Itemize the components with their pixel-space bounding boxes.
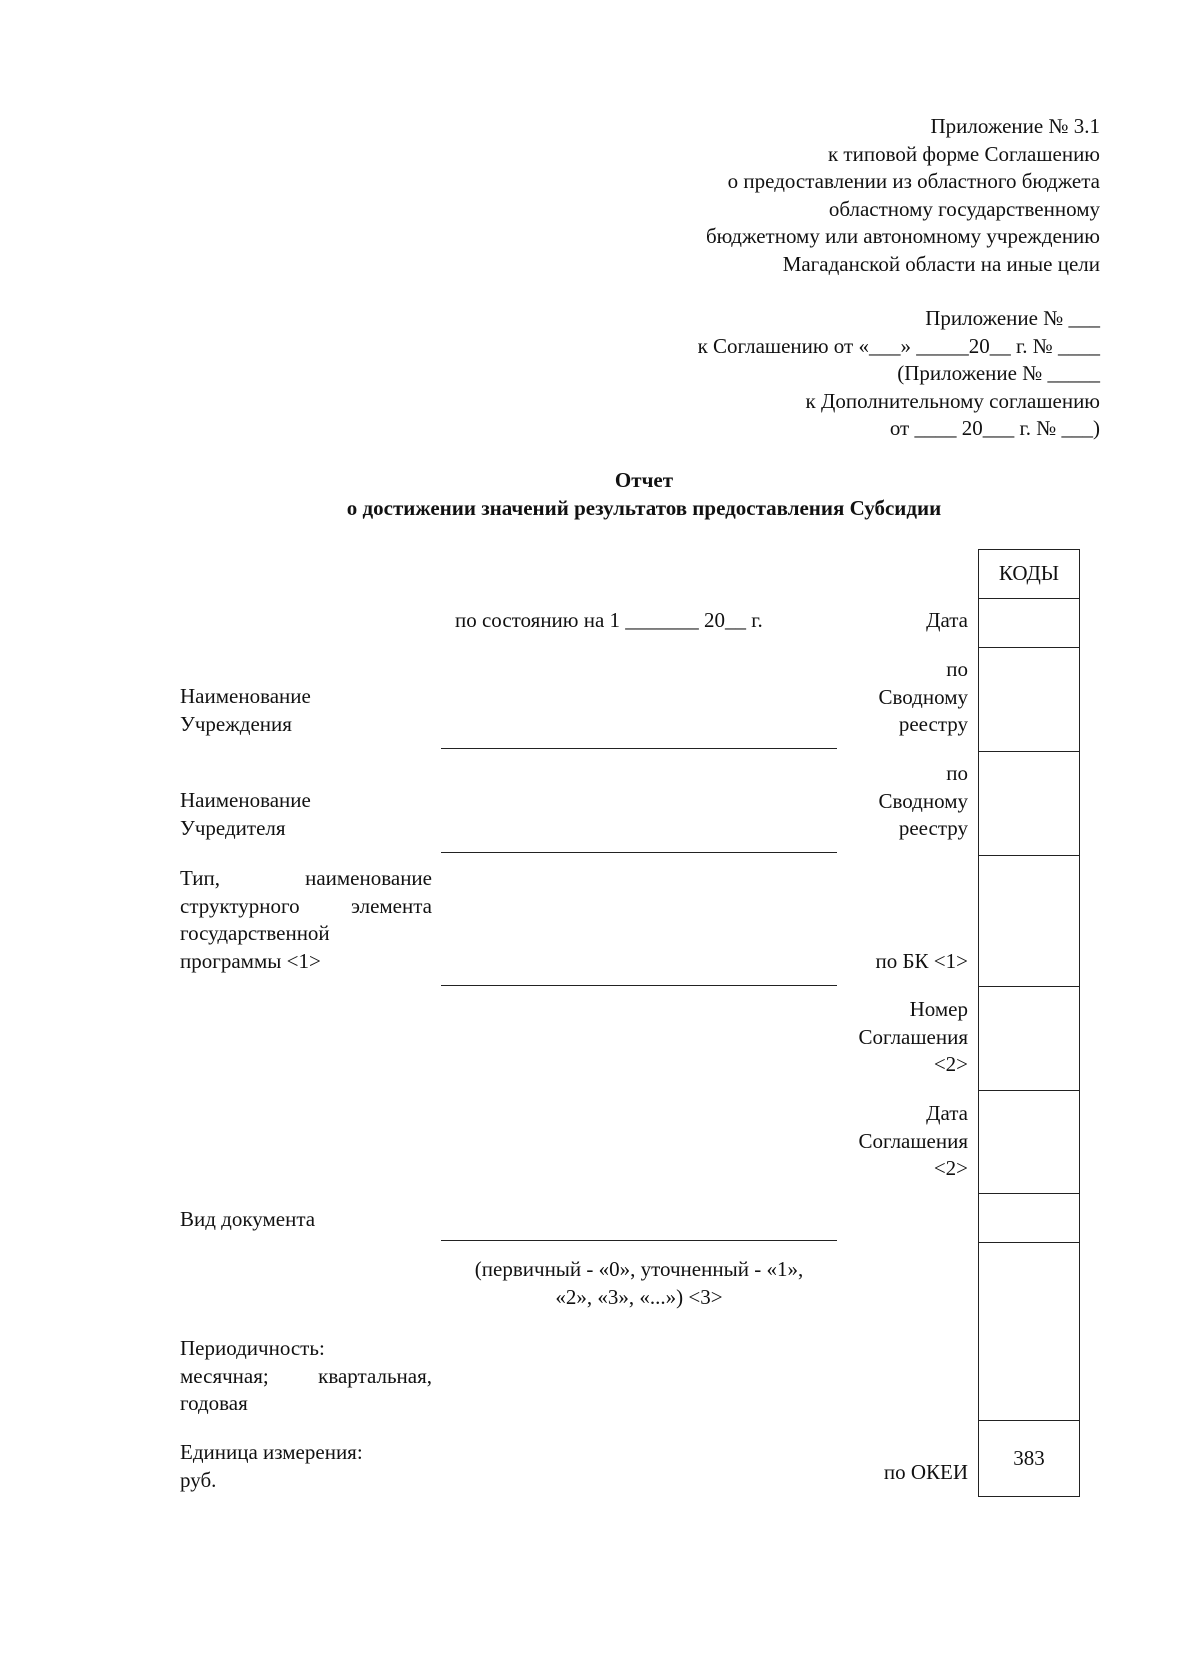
appendix-line: о предоставлении из областного бюджета [727,169,1100,193]
label-line: Учреждения [180,711,292,736]
code-label-agreement-number [859,996,968,1079]
periodicity-label [180,1335,432,1418]
appendix-line: областному государственному [828,196,1100,221]
report-title [0,467,1200,522]
label-line: Тип, наименование [180,866,432,890]
appendix-header [706,113,1100,278]
founder-label [180,787,311,842]
code-label-line: по [946,761,968,785]
agreement-line: Приложение № ___ [925,306,1100,330]
agreement-line: от ____ 20___ г. № ___) [889,416,1100,440]
code-cell-agreement-date[interactable] [979,1091,1079,1194]
unit-label [180,1439,363,1494]
founder-line [441,852,837,853]
code-label-bk: по БК <1> [875,949,968,973]
code-cell-doc-type[interactable] [979,1194,1079,1243]
code-label-line: <2> [933,1052,968,1076]
hint-line: «2», «3», «...») <3> [555,1284,723,1309]
code-label-agreement-date [859,1100,968,1183]
label-line: Единица измерения: [180,1440,363,1464]
code-cell-periodicity[interactable] [979,1243,1079,1421]
agreement-header [698,305,1100,443]
appendix-line: Магаданской области на иные цели [782,251,1100,276]
hint-line: (первичный - «0», уточненный - «1», [474,1257,804,1281]
program-label [180,865,432,975]
code-label-line: реестру [898,816,968,840]
appendix-line: бюджетному или автономному учреждению [706,224,1100,248]
institution-line [441,748,837,749]
label-line: Наименование [180,684,311,708]
code-label-line: Соглашения [858,1128,968,1153]
label-line: годовая [180,1391,248,1415]
report-title-line2: о достижении значений результатов предоставления Субсидии [346,495,942,520]
appendix-line: к типовой форме Соглашению [827,141,1100,166]
code-cell-bk[interactable] [979,856,1079,987]
institution-label [180,683,311,738]
code-cell-registry-2[interactable] [979,752,1079,856]
code-label-line: Сводному [878,684,968,709]
label-line: государственной [180,921,330,945]
label-line: руб. [180,1467,217,1492]
code-label-date: Дата [926,608,968,632]
code-label-line: реестру [898,712,968,736]
label-line: Учредителя [180,815,286,840]
agreement-line: к Дополнительному соглашению [805,388,1100,413]
agreement-line: (Приложение № _____ [897,361,1100,385]
appendix-line: Приложение № 3.1 [930,114,1100,138]
codes-header: КОДЫ [979,550,1079,599]
code-label-line: по [946,657,968,681]
label-line: программы <1> [180,948,321,973]
label-line: Наименование [180,788,311,812]
code-label-line: Сводному [878,788,968,813]
code-label-line: Дата [926,1101,968,1125]
label-line: месячная; квартальная, [180,1363,432,1388]
code-cell-date[interactable] [979,599,1079,648]
code-cell-okei: 383 [1013,1445,1045,1470]
code-cell-agreement-number[interactable] [979,987,1079,1091]
code-label-registry-2 [879,760,969,843]
doc-type-line [441,1240,837,1241]
code-label-okei: по ОКЕИ [883,1460,968,1484]
label-line: Периодичность: [180,1336,325,1360]
code-label-line: <2> [933,1156,968,1180]
report-title-line1: Отчет [614,468,674,492]
doc-type-hint [441,1256,837,1311]
code-cell-registry-1[interactable] [979,648,1079,752]
agreement-line: к Соглашению от «___» _____20__ г. № ____ [697,333,1100,358]
code-label-line: Номер [909,997,968,1021]
code-label-line: Соглашения [858,1024,968,1049]
doc-type-label: Вид документа [180,1207,316,1231]
codes-table [978,549,1080,1497]
as-of-date: по состоянию на 1 _______ 20__ г. [455,608,763,632]
label-line: структурного элемента [180,893,432,918]
code-label-registry-1 [879,656,969,739]
program-line [441,985,837,986]
